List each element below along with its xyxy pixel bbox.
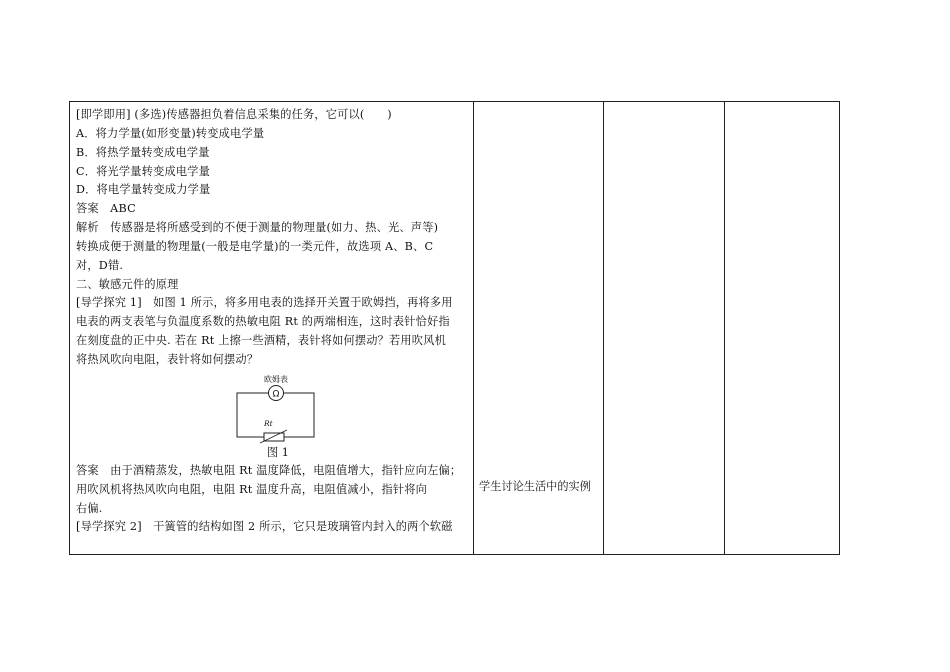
option-c: C．将光学量转变成电学量 <box>76 164 211 178</box>
ohm-symbol: Ω <box>272 389 280 400</box>
text-line: [即学即用] (多选)传感器担负着信息采集的任务，它可以( ) <box>76 108 392 121</box>
column-divider-2 <box>603 102 604 554</box>
analysis-line: 解析 传感器是将所感受到的不便于测量的物理量(如力、热、光、声等) <box>76 221 439 235</box>
resistor-label: Rt <box>264 418 273 428</box>
answer-line: 答案 ABC <box>76 202 136 216</box>
column-divider-3 <box>724 102 725 554</box>
content-column <box>76 106 468 537</box>
figure-caption: 图 1 <box>267 445 289 459</box>
meter-label: 欧姆表 <box>264 374 288 384</box>
column-divider-1 <box>473 102 474 554</box>
inquiry-line: 将热风吹向电阻，表针将如何摆动？ <box>76 352 259 366</box>
analysis-line: 转换成便于测量的物理量(一般是电学量)的一类元件，故选项 A、B、C <box>76 239 434 253</box>
section-heading: 二、敏感元件的原理 <box>76 277 179 291</box>
option-a: A．将力学量(如形变量)转变成电学量 <box>76 126 265 140</box>
figure-1 <box>76 374 468 462</box>
analysis-line: 对，D错. <box>76 258 124 272</box>
inquiry-line: 电表的两支表笔与负温度系数的热敏电阻 Rt 的两端相连，这时表针恰好指 <box>76 315 450 329</box>
answer-line: 右偏. <box>76 501 103 515</box>
option-d: D．将电学量转变成力学量 <box>76 183 211 197</box>
circuit-diagram <box>226 374 326 446</box>
activity-column-text: 学生讨论生活中的实例 <box>479 480 591 493</box>
answer-line: 用吹风机将热风吹向电阻，电阻 Rt 温度升高，电阻值减小，指针将向 <box>76 482 428 496</box>
option-b: B．将热学量转变成电学量 <box>76 145 210 159</box>
inquiry-line: [导学探究 2] 干簧管的结构如图 2 所示，它只是玻璃管内封入的两个软磁 <box>76 520 453 534</box>
answer-line: 答案 由于酒精蒸发，热敏电阻 Rt 温度降低，电阻值增大，指针应向左偏； <box>76 463 462 477</box>
inquiry-line: 在刻度盘的正中央. 若在 Rt 上擦一些酒精，表针将如何摆动？若用吹风机 <box>76 334 446 348</box>
lesson-table <box>69 101 840 555</box>
inquiry-line: [导学探究 1] 如图 1 所示，将多用电表的选择开关置于欧姆挡，再将多用 <box>76 296 453 310</box>
